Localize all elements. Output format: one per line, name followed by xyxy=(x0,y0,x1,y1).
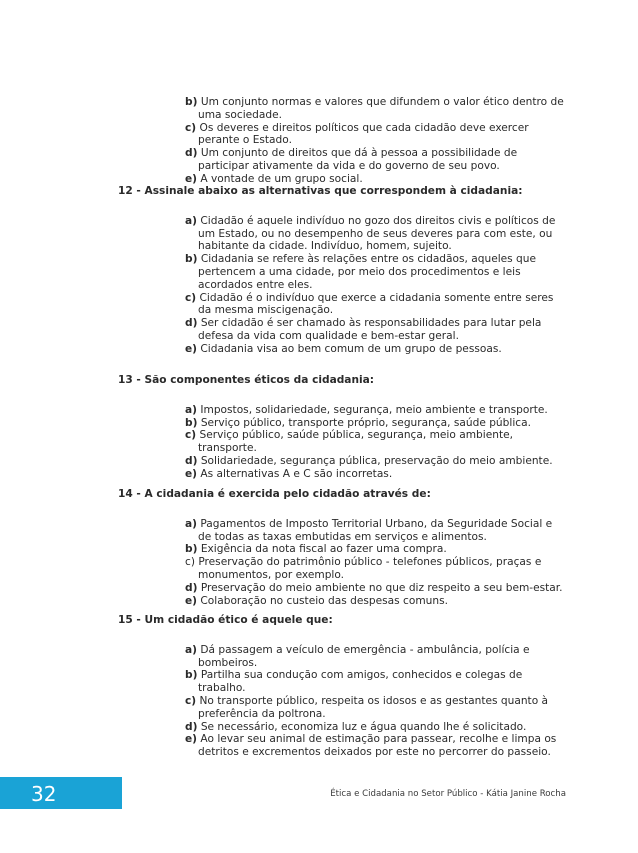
option-item xyxy=(185,96,565,122)
option-letter: c) xyxy=(185,291,197,304)
option-letter: b) xyxy=(185,543,198,556)
option-letter: d) xyxy=(185,147,198,160)
question-block xyxy=(0,96,638,186)
option-item xyxy=(185,173,565,186)
question-title: 12 - Assinale abaixo as alternativas que correspondem à cidadania: xyxy=(118,185,523,197)
option-letter: b) xyxy=(185,253,198,266)
option-letter: a) xyxy=(185,214,197,227)
option-letter: b) xyxy=(185,669,198,682)
options-list xyxy=(185,644,565,759)
option-item xyxy=(185,669,565,695)
option-letter: e) xyxy=(185,467,198,480)
option-item xyxy=(185,644,565,670)
page-number: 32 xyxy=(31,782,57,806)
question-title: 15 - Um cidadão ético é aquele que: xyxy=(118,614,333,626)
option-text: Cidadão é o indivíduo que exerce a cidadania somente entre seres da mesma miscigenação. xyxy=(198,291,554,317)
option-text: Pagamentos de Imposto Territorial Urbano, da Seguridade Social e de todas as taxas embutidas em serviços e alimentos. xyxy=(198,517,553,543)
option-text: As alternativas A e C são incorretas. xyxy=(200,467,393,480)
option-item xyxy=(185,543,565,556)
option-letter: c) xyxy=(185,121,197,134)
options-list xyxy=(185,96,565,186)
options-list xyxy=(185,404,565,481)
option-letter: d) xyxy=(185,317,198,330)
question-title: 13 - São componentes éticos da cidadania: xyxy=(118,374,375,386)
option-text: Solidariedade, segurança pública, preservação do meio ambiente. xyxy=(200,454,553,467)
option-text: A vontade de um grupo social. xyxy=(200,172,363,185)
option-letter: e) xyxy=(185,733,198,746)
option-text: Serviço público, saúde pública, segurança, meio ambiente, transporte. xyxy=(198,429,513,455)
question-block xyxy=(0,374,638,481)
option-text: Um conjunto normas e valores que difundem o valor ético dentro de uma sociedade. xyxy=(198,96,564,121)
option-letter: c) xyxy=(185,556,195,569)
option-item xyxy=(185,343,565,356)
option-letter: a) xyxy=(185,517,197,530)
option-item xyxy=(185,595,565,608)
option-item xyxy=(185,695,565,721)
option-text: Ser cidadão é ser chamado às responsabilidades para lutar pela defesa da vida com qualidade e bem-estar geral. xyxy=(198,317,542,342)
option-text: Cidadania visa ao bem comum de um grupo de pessoas. xyxy=(200,342,502,355)
option-item xyxy=(185,122,565,148)
option-text: Impostos, solidariedade, segurança, meio ambiente e transporte. xyxy=(200,403,548,416)
option-letter: e) xyxy=(185,342,198,355)
question-block xyxy=(0,614,638,759)
option-letter: c) xyxy=(185,694,197,707)
option-text: Um conjunto de direitos que dá à pessoa a possibilidade de participar ativamente da vida e do governo de seu povo. xyxy=(198,147,518,172)
option-text: Exigência da nota fiscal ao fazer uma compra. xyxy=(200,543,447,556)
option-letter: b) xyxy=(185,96,198,108)
options-list xyxy=(185,215,565,356)
option-letter: e) xyxy=(185,594,198,607)
option-letter: e) xyxy=(185,172,198,185)
footer-text: Ética e Cidadania no Setor Público - Kátia Janine Rocha xyxy=(330,789,566,799)
option-letter: a) xyxy=(185,643,197,656)
option-text: Partilha sua condução com amigos, conhecidos e colegas de trabalho. xyxy=(198,669,523,695)
option-item xyxy=(185,468,565,481)
option-letter: a) xyxy=(185,403,197,416)
option-item xyxy=(185,404,565,417)
option-item xyxy=(185,518,565,544)
option-item xyxy=(185,733,565,759)
option-letter: b) xyxy=(185,416,198,429)
option-item xyxy=(185,582,565,595)
option-text: Serviço público, transporte próprio, segurança, saúde pública. xyxy=(200,416,531,429)
question-block xyxy=(0,185,638,356)
question-title: 14 - A cidadania é exercida pelo cidadão através de: xyxy=(118,488,431,500)
option-text: Cidadania se refere às relações entre os cidadãos, aqueles que pertencem a uma cidade, por meio dos procedimentos e leis acordados entre eles. xyxy=(198,253,537,291)
option-item xyxy=(185,556,565,582)
option-letter: c) xyxy=(185,429,197,442)
option-text: Os deveres e direitos políticos que cada cidadão deve exercer perante o Estado. xyxy=(198,121,529,147)
option-text: Se necessário, economiza luz e água quando lhe é solicitado. xyxy=(200,720,527,733)
option-text: Cidadão é aquele indivíduo no gozo dos direitos civis e políticos de um Estado, ou no desempenho de seus deveres para com este, ou habitante da cidade. Indivíduo, homem, sujeito. xyxy=(198,214,556,253)
option-letter: d) xyxy=(185,581,198,594)
option-letter: d) xyxy=(185,454,198,467)
option-letter: d) xyxy=(185,720,198,733)
option-text: Ao levar seu animal de estimação para passear, recolhe e limpa os detritos e excrementos deixados por este no percorrer do passeio. xyxy=(198,733,557,759)
option-text: Preservação do meio ambiente no que diz respeito a seu bem-estar. xyxy=(200,581,563,594)
page-number-bar xyxy=(0,777,122,809)
option-item xyxy=(185,455,565,468)
option-item xyxy=(185,417,565,430)
option-item xyxy=(185,292,565,318)
option-item xyxy=(185,253,565,291)
option-item xyxy=(185,429,565,455)
option-item xyxy=(185,317,565,343)
option-text: Colaboração no custeio das despesas comuns. xyxy=(200,594,448,607)
option-item xyxy=(185,147,565,173)
option-text: Preservação do patrimônio público - telefones públicos, praças e monumentos, por exemplo. xyxy=(198,556,542,581)
question-block xyxy=(0,488,638,607)
options-list xyxy=(185,518,565,608)
option-item xyxy=(185,215,565,253)
option-item xyxy=(185,721,565,734)
option-text: No transporte público, respeita os idosos e as gestantes quanto à preferência da poltrona. xyxy=(198,694,549,720)
option-text: Dá passagem a veículo de emergência - ambulância, polícia e bombeiros. xyxy=(198,643,530,669)
